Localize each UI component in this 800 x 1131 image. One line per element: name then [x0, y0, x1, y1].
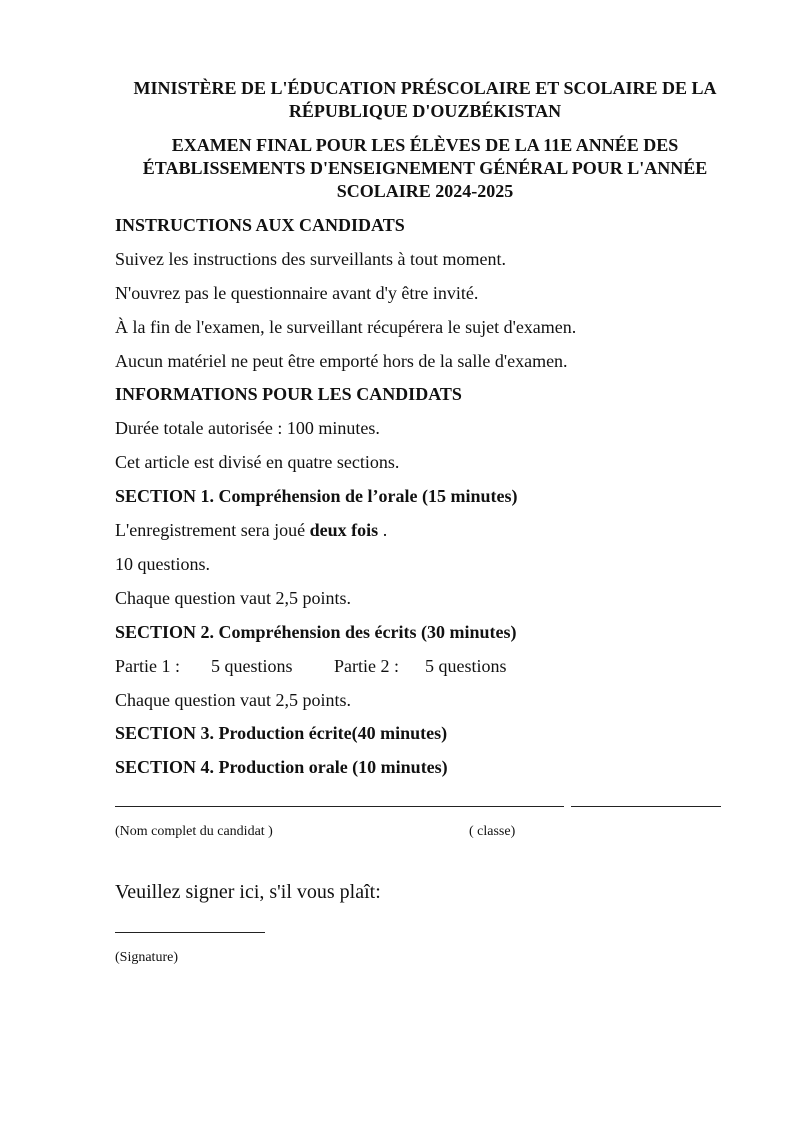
section2-points: Chaque question vaut 2,5 points. [115, 690, 351, 710]
instruction-item: À la fin de l'examen, le surveillant récupérera le sujet d'examen. [115, 317, 577, 337]
section2-part1-value: 5 questions [211, 656, 293, 676]
class-field-label: ( classe) [469, 824, 516, 839]
section2-part2-label: Partie 2 : [334, 656, 399, 676]
section1-points: Chaque question vaut 2,5 points. [115, 588, 351, 608]
information-heading: INFORMATIONS POUR LES CANDIDATS [115, 384, 462, 404]
sign-prompt: Veuillez signer ici, s'il vous plaît: [115, 881, 381, 903]
section4-heading: SECTION 4. Production orale (10 minutes) [115, 757, 448, 777]
section1-recording [115, 519, 387, 541]
signature-label: (Signature) [115, 950, 178, 965]
information-item: Durée totale autorisée : 100 minutes. [115, 418, 380, 438]
section2-part2-value: 5 questions [425, 656, 507, 676]
instructions-heading: INSTRUCTIONS AUX CANDIDATS [115, 215, 405, 235]
section2-heading: SECTION 2. Compréhension des écrits (30 minutes) [115, 622, 517, 642]
recording-text: L'enregistrement sera joué [115, 520, 310, 540]
section3-heading: SECTION 3. Production écrite(40 minutes) [115, 723, 448, 743]
instruction-item: N'ouvrez pas le questionnaire avant d'y être invité. [115, 283, 479, 303]
section2-part1-label: Partie 1 : [115, 656, 180, 676]
exam-title: EXAMEN FINAL POUR LES ÉLÈVES DE LA 11E ANNÉE DES ÉTABLISSEMENTS D'ENSEIGNEMENT GÉNÉRAL POUR L'ANNÉE SCOLAIRE 2024-2025 [142, 135, 708, 201]
section1-heading: SECTION 1. Compréhension de l’orale (15 minutes) [115, 486, 518, 506]
section1-questions: 10 questions. [115, 554, 211, 574]
signature-field-line[interactable] [115, 932, 265, 933]
class-field-line[interactable] [571, 806, 721, 807]
instruction-item: Suivez les instructions des surveillants à tout moment. [115, 249, 506, 269]
instruction-item: Aucun matériel ne peut être emporté hors de la salle d'examen. [115, 351, 568, 371]
recording-suffix: . [378, 520, 388, 540]
name-field-line[interactable] [115, 806, 564, 807]
recording-count: deux fois [309, 520, 379, 540]
information-item: Cet article est divisé en quatre sections. [115, 452, 400, 472]
ministry-title: MINISTÈRE DE L'ÉDUCATION PRÉSCOLAIRE ET SCOLAIRE DE LA RÉPUBLIQUE D'OUZBÉKISTAN [133, 78, 717, 121]
name-field-label: (Nom complet du candidat ) [115, 824, 273, 839]
